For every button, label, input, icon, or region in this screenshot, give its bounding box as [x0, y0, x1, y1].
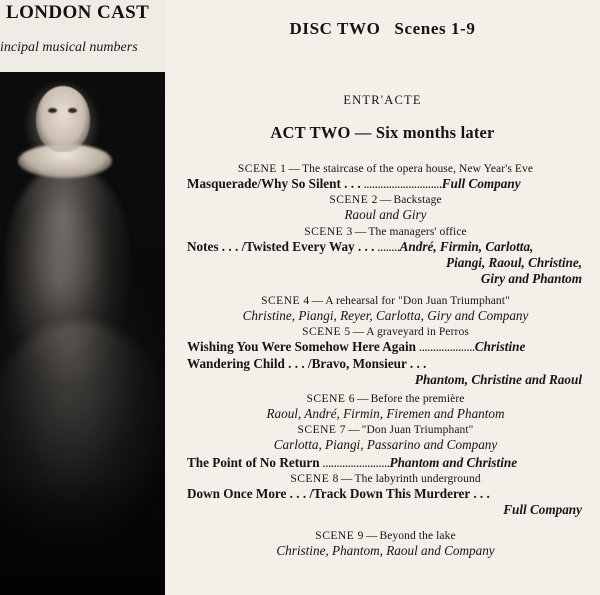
cast-line: Raoul, André, Firmin, Firemen and Phantom: [266, 405, 505, 421]
figure-right-eye-shape: [68, 108, 77, 113]
song-performers: Christine: [474, 339, 526, 355]
cast-continuation: Full Company: [503, 502, 582, 518]
song-title: Down Once More . . . /Track Down This Murderer . . .: [187, 485, 490, 501]
cast-line: Christine, Piangi, Reyer, Carlotta, Giry and Company: [242, 307, 529, 323]
scene-heading: SCENE 3 — The managers' office: [304, 225, 467, 238]
scene-number: SCENE 4: [261, 294, 310, 307]
scene-heading: SCENE 5 — A graveyard in Perros: [302, 326, 469, 339]
scene-description: A rehearsal for "Don Juan Triumphant": [325, 294, 510, 307]
scene-description: A graveyard in Perros: [366, 326, 469, 339]
song-line: [187, 239, 584, 255]
song-line: [187, 486, 584, 502]
song-title: The Point of No Return: [187, 454, 320, 470]
cover-title: LONDON CAST: [6, 2, 150, 23]
album-cover-panel: [0, 0, 165, 595]
cast-continuation: Giry and Phantom: [480, 271, 582, 287]
song-leader-dots: ....................: [415, 339, 475, 355]
cover-subtitle: incipal musical numbers: [0, 40, 138, 55]
scene-heading: SCENE 8 — The labyrinth underground: [290, 472, 481, 485]
song-title: Wishing You Were Somehow Here Again: [187, 339, 416, 355]
scene-description: The labyrinth underground: [354, 472, 481, 485]
cast-line: Carlotta, Piangi, Passarino and Company: [273, 437, 498, 453]
act-title: ACT TWO — Six months later: [270, 123, 495, 142]
song-title: Notes . . . /Twisted Every Way . . .: [187, 238, 375, 254]
entracte-label: ENTR'ACTE: [343, 93, 422, 107]
scene-number: SCENE 8: [290, 472, 339, 485]
cast-line: Raoul and Giry: [344, 207, 427, 223]
scene-number: SCENE 5: [302, 326, 351, 339]
scene-number: SCENE 3: [304, 225, 353, 238]
scene-description: Backstage: [393, 194, 442, 207]
song-line: [187, 339, 584, 355]
scene-description: Beyond the lake: [379, 529, 456, 542]
disc-header: [165, 19, 600, 39]
scene-heading: SCENE 4 — A rehearsal for "Don Juan Triumphant": [261, 294, 510, 307]
song-leader-dots: ............................: [360, 176, 442, 191]
figure-left-eye-shape: [48, 108, 57, 113]
cover-bottom-gradient: [0, 475, 165, 595]
scene-heading: SCENE 9 — Beyond the lake: [315, 529, 456, 542]
cover-text-band: [0, 0, 165, 72]
scene-description: The staircase of the opera house, New Year's Eve: [302, 163, 534, 175]
song-line: [187, 176, 584, 192]
scene-heading: SCENE 6 — Before the première: [306, 392, 465, 405]
scene-number: SCENE 6: [306, 392, 356, 405]
scene-number: SCENE 2: [329, 194, 378, 207]
song-performers: André, Firmin, Carlotta,: [399, 238, 534, 254]
cast-continuation: Phantom, Christine and Raoul: [414, 372, 582, 388]
song-leader-dots: ........................: [319, 454, 390, 470]
disc-scene-range: Scenes 1-9: [394, 19, 476, 38]
scene-number: SCENE 9: [315, 529, 364, 542]
scene-description: Before the première: [370, 392, 465, 405]
scene-number: SCENE 7: [297, 424, 347, 437]
scene-heading: SCENE 7 — "Don Juan Triumphant": [297, 424, 474, 437]
scene-heading: SCENE 2 — Backstage: [329, 194, 442, 207]
disc-label: DISC TWO: [289, 19, 381, 38]
song-line: [187, 356, 584, 372]
scene-heading: SCENE 1 — The staircase of the opera house, New Year's Eve: [237, 163, 534, 175]
song-title: Masquerade/Why So Silent . . .: [187, 176, 361, 191]
song-performers: Phantom and Christine: [389, 454, 518, 470]
figure-face-shape: [36, 86, 90, 152]
cast-line: Christine, Phantom, Raoul and Company: [276, 542, 495, 558]
scene-number: SCENE 1: [237, 163, 287, 175]
cast-continuation: Piangi, Raoul, Christine,: [446, 254, 582, 270]
song-line: [187, 455, 584, 471]
song-title: Wandering Child . . . /Bravo, Monsieur . . .: [187, 356, 427, 372]
cover-photograph: [0, 72, 165, 595]
track-listing-page: [165, 0, 600, 595]
scene-list: [165, 163, 600, 559]
scene-description: "Don Juan Triumphant": [361, 424, 474, 437]
song-performers: Full Company: [441, 176, 521, 191]
song-leader-dots: ........: [374, 238, 400, 254]
scene-description: The managers' office: [368, 225, 467, 238]
